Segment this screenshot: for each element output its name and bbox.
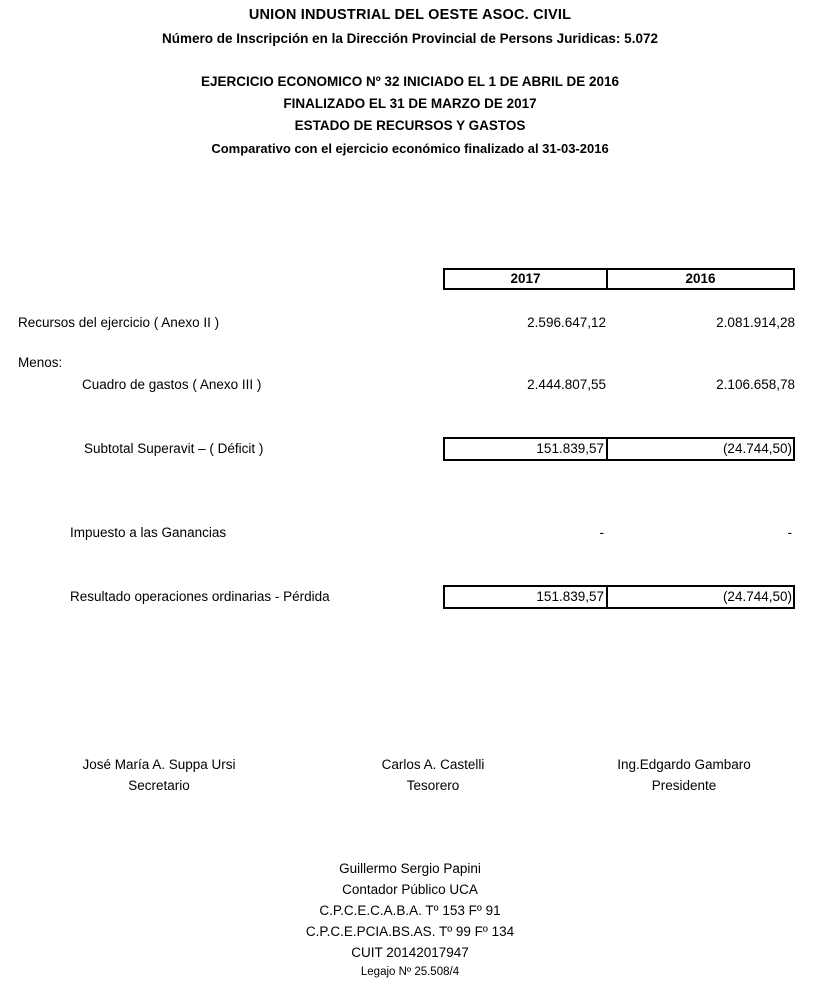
statement-title: ESTADO DE RECURSOS Y GASTOS xyxy=(294,118,526,133)
signature-name: Carlos A. Castelli xyxy=(381,757,485,772)
row-value-resultado-2017: 151.839,57 xyxy=(445,587,608,607)
row-value-gastos-2017: 2.444.807,55 xyxy=(527,377,606,392)
row-value-recursos-2016: 2.081.914,28 xyxy=(716,315,795,330)
row-value-impuesto-2016: - xyxy=(787,525,792,540)
resultado-value-box xyxy=(443,585,795,609)
signature-name: José María A. Suppa Ursi xyxy=(82,757,236,772)
signature-name: Ing.Edgardo Gambaro xyxy=(617,757,751,772)
organization-name: UNION INDUSTRIAL DEL OESTE ASOC. CIVIL xyxy=(248,7,572,23)
subtotal-value-box xyxy=(443,437,795,461)
table-row xyxy=(0,375,820,395)
row-label-gastos: Cuadro de gastos ( Anexo III ) xyxy=(82,377,262,392)
row-label-subtotal: Subtotal Superavit – ( Déficit ) xyxy=(84,441,264,456)
accountant-title: Contador Público UCA xyxy=(342,882,478,897)
row-label-impuesto: Impuesto a las Ganancias xyxy=(70,525,227,540)
row-value-impuesto-2017: - xyxy=(599,525,604,540)
registration-number-line: Número de Inscripción en la Dirección Provincial de Persons Juridicas: 5.072 xyxy=(162,31,658,46)
column-header-2016: 2016 xyxy=(685,271,716,286)
row-value-subtotal-2016: (24.744,50) xyxy=(722,441,792,456)
comparative-note: Comparativo con el ejercicio económico finalizado al 31-03-2016 xyxy=(211,141,609,156)
signature-role: Tesorero xyxy=(406,778,460,793)
signature-tesorero xyxy=(318,754,548,796)
signature-secretario xyxy=(0,754,318,796)
row-value-subtotal-2017: 151.839,57 xyxy=(445,439,608,459)
signature-presidente xyxy=(548,754,820,796)
row-label-recursos: Recursos del ejercicio ( Anexo II ) xyxy=(18,315,220,330)
exercise-end-line: FINALIZADO EL 31 DE MARZO DE 2017 xyxy=(283,96,537,111)
table-row xyxy=(0,313,820,333)
row-value-gastos-2016: 2.106.658,78 xyxy=(716,377,795,392)
signature-role: Secretario xyxy=(128,778,190,793)
signature-block xyxy=(0,754,820,796)
table-row-total xyxy=(0,585,820,609)
accountant-cuit: CUIT 20142017947 xyxy=(351,945,469,960)
table-row xyxy=(0,523,820,543)
signature-role: Presidente xyxy=(651,778,717,793)
accountant-legajo: Legajo Nº 25.508/4 xyxy=(360,966,460,978)
accountant-registration-caba: C.P.C.E.C.A.B.A. Tº 153 Fº 91 xyxy=(319,903,501,918)
accountant-block xyxy=(0,858,820,982)
accountant-registration-pcia: C.P.C.E.PCIA.BS.AS. Tº 99 Fº 134 xyxy=(305,924,515,939)
row-value-recursos-2017: 2.596.647,12 xyxy=(527,315,606,330)
row-label-menos: Menos: xyxy=(18,355,63,370)
accountant-name: Guillermo Sergio Papini xyxy=(339,861,481,876)
column-header-2017: 2017 xyxy=(445,270,608,288)
row-label-resultado: Resultado operaciones ordinarias - Pérdida xyxy=(70,589,330,604)
year-column-header xyxy=(443,268,795,290)
table-row-total xyxy=(0,437,820,461)
row-value-resultado-2016: (24.744,50) xyxy=(722,589,792,604)
table-row xyxy=(0,353,820,373)
exercise-start-line: EJERCICIO ECONOMICO Nº 32 INICIADO EL 1 DE ABRIL DE 2016 xyxy=(200,74,620,89)
